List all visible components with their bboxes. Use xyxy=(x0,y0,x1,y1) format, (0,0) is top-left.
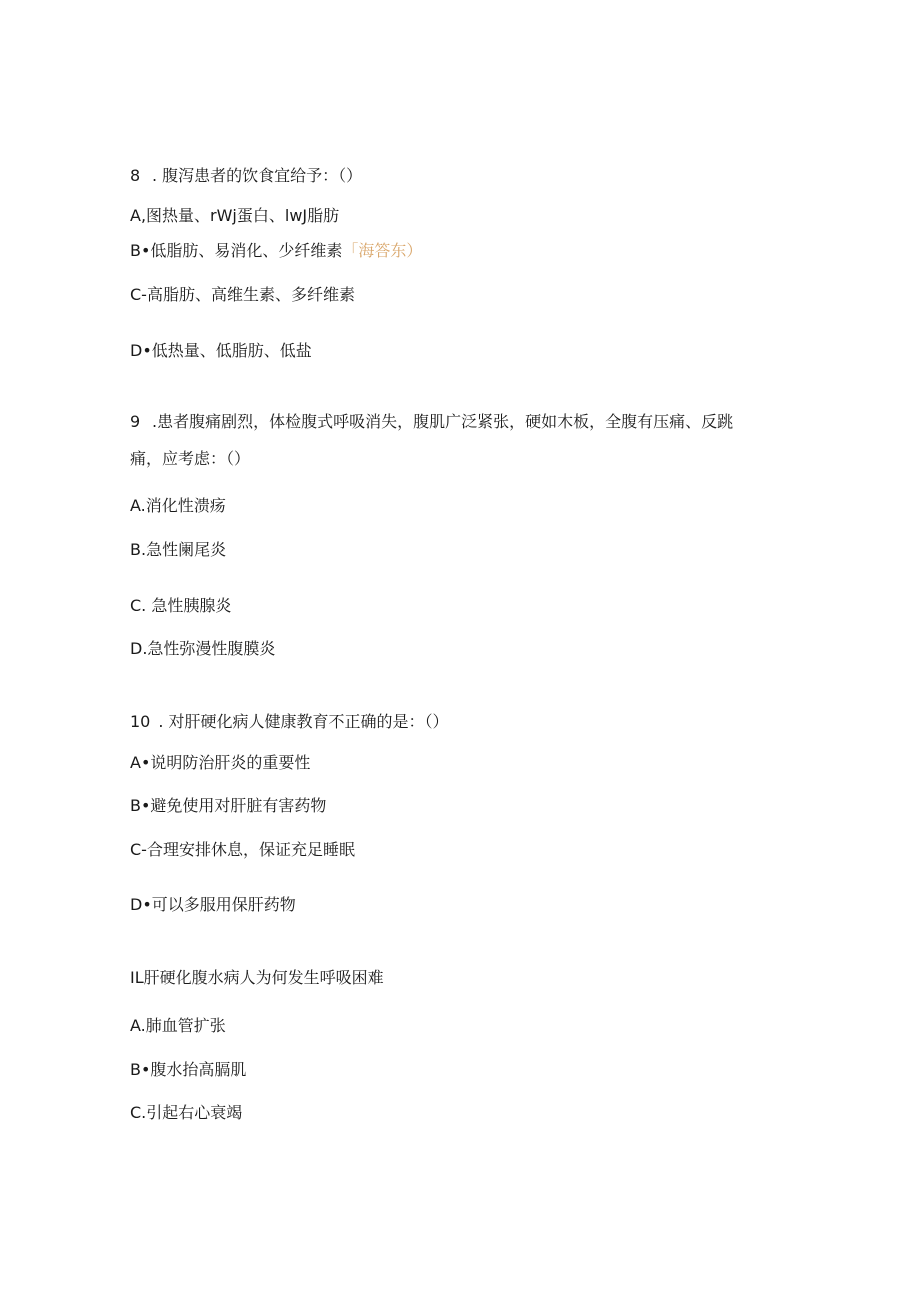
question-10-stem xyxy=(130,711,449,733)
question-8-stem xyxy=(130,165,362,187)
question-8-option-b-text: B•低脂肪、易消化、少纤维素 xyxy=(130,241,343,260)
question-8-option-d: D•低热量、低脂肪、低盐 xyxy=(130,341,312,360)
question-8-option-b xyxy=(130,240,422,262)
question-9-option-d: D.急性弥漫性腹膜炎 xyxy=(130,639,276,658)
question-10-option-a: A•说明防治肝炎的重要性 xyxy=(130,753,311,772)
question-9-stem xyxy=(130,411,733,433)
question-9-option-b: B.急性阑尾炎 xyxy=(130,540,227,559)
question-10-number: 10 xyxy=(130,712,151,731)
question-8-number: 8 xyxy=(130,166,141,185)
question-9-option-a: A.消化性溃疡 xyxy=(130,496,226,515)
answer-mark: 「海答东） xyxy=(342,241,423,260)
question-8-text: . 腹泻患者的饮食宜给予：（） xyxy=(152,166,363,185)
question-11-option-b: B•腹水抬高膈肌 xyxy=(130,1060,247,1079)
question-9-option-c: C. 急性胰腺炎 xyxy=(130,596,232,615)
question-10-option-b: B•避免使用对肝脏有害药物 xyxy=(130,796,327,815)
question-10-option-d: D•可以多服用保肝药物 xyxy=(130,895,296,914)
question-9-text-line1: .患者腹痛剧烈，体检腹式呼吸消失，腹肌广泛紧张，硬如木板，全腹有压痛、反跳 xyxy=(152,412,734,431)
question-8-option-a: A,图热量、rWj蛋白、lwJ脂肪 xyxy=(130,206,340,225)
question-11-option-c: C.引起右心衰竭 xyxy=(130,1103,243,1122)
question-9-text-line2: 痛，应考虑：（） xyxy=(130,449,251,468)
question-8-option-c: C-高脂肪、高维生素、多纤维素 xyxy=(130,285,355,304)
question-11-option-a: A.肺血管扩张 xyxy=(130,1016,226,1035)
question-10-option-c: C-合理安排休息，保证充足睡眠 xyxy=(130,840,355,859)
question-9-number: 9 xyxy=(130,412,141,431)
question-11-stem: IL肝硬化腹水病人为何发生呼吸困难 xyxy=(130,968,384,987)
question-10-text: . 对肝硬化病人健康教育不正确的是：（） xyxy=(158,712,449,731)
